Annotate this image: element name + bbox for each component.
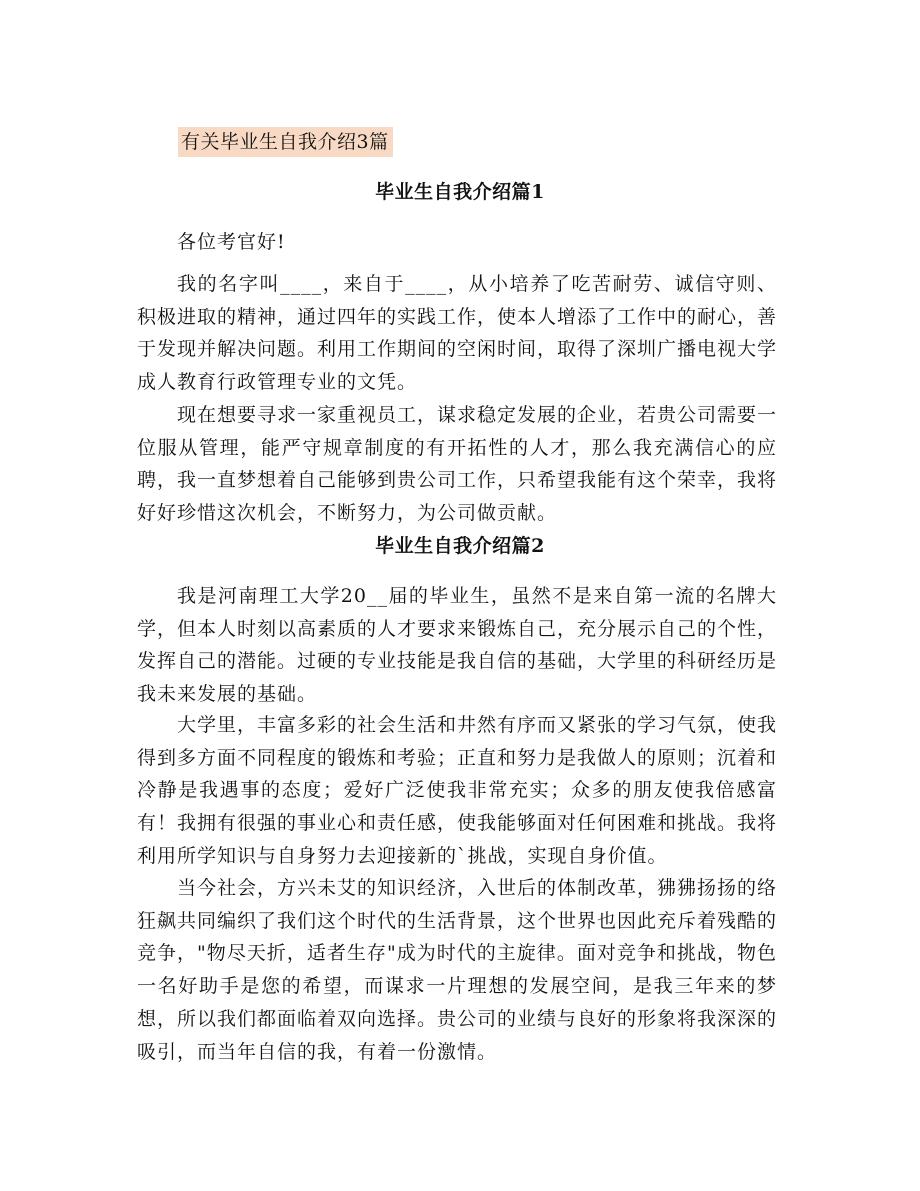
- section-heading-2: 毕业生自我介绍篇2: [375, 535, 545, 557]
- paragraph-university: 我是河南理工大学20__届的毕业生，虽然不是来自第一流的名牌大学，但本人时刻以高素质的人才要求来锻炼自己，充分展示自己的个性，发挥自己的潜能。过硬的专业技能是我自信的基础，大学里的科研经历是我未来发展的基础。: [137, 585, 778, 706]
- document-title: 有关毕业生自我介绍3篇: [178, 127, 393, 157]
- section-heading-1: 毕业生自我介绍篇1: [375, 181, 545, 203]
- paragraph-society: 当今社会，方兴未艾的知识经济，入世后的体制改革，狒狒扬扬的络狂飙共同编织了我们这个时代的生活背景，这个世界也因此充斥着残酷的竞争，"物尽天折，适者生存"成为时代的主旋律。面对竞争和挑战，物色一名好助手是您的希望，而谋求一片理想的发展空间，是我三年来的梦想，所以我们都面临着双向选择。贵公司的业绩与良好的形象将我深深的吸引，而当年自信的我，有着一份激情。: [137, 877, 778, 1063]
- paragraph-application: 现在想要寻求一家重视员工，谋求稳定发展的企业，若贵公司需要一位服从管理，能严守规章制度的有开拓性的人才，那么我充满信心的应聘，我一直梦想着自己能够到贵公司工作，只希望我能有这个荣幸，我将好好珍惜这次机会，不断努力，为公司做贡献。: [137, 404, 778, 525]
- paragraph-campus-life: 大学里，丰富多彩的社会生活和井然有序而又紧张的学习气氛，使我得到多方面不同程度的锻炼和考验；正直和努力是我做人的原则；沉着和冷静是我遇事的态度；爱好广泛使我非常充实；众多的朋友使我倍感富有！我拥有很强的事业心和责任感，使我能够面对任何困难和挑战。我将利用所学知识与自身努力去迎接新的`挑战，实现自身价值。: [137, 714, 778, 867]
- paragraph-greeting: 各位考官好!: [177, 231, 286, 253]
- paragraph-intro: 我的名字叫____，来自于____，从小培养了吃苦耐劳、诚信守则、积极进取的精神，通过四年的实践工作，使本人增添了工作中的耐心，善于发现并解决问题。利用工作期间的空闲时间，取得了深圳广播电视大学成人教育行政管理专业的文凭。: [137, 273, 778, 394]
